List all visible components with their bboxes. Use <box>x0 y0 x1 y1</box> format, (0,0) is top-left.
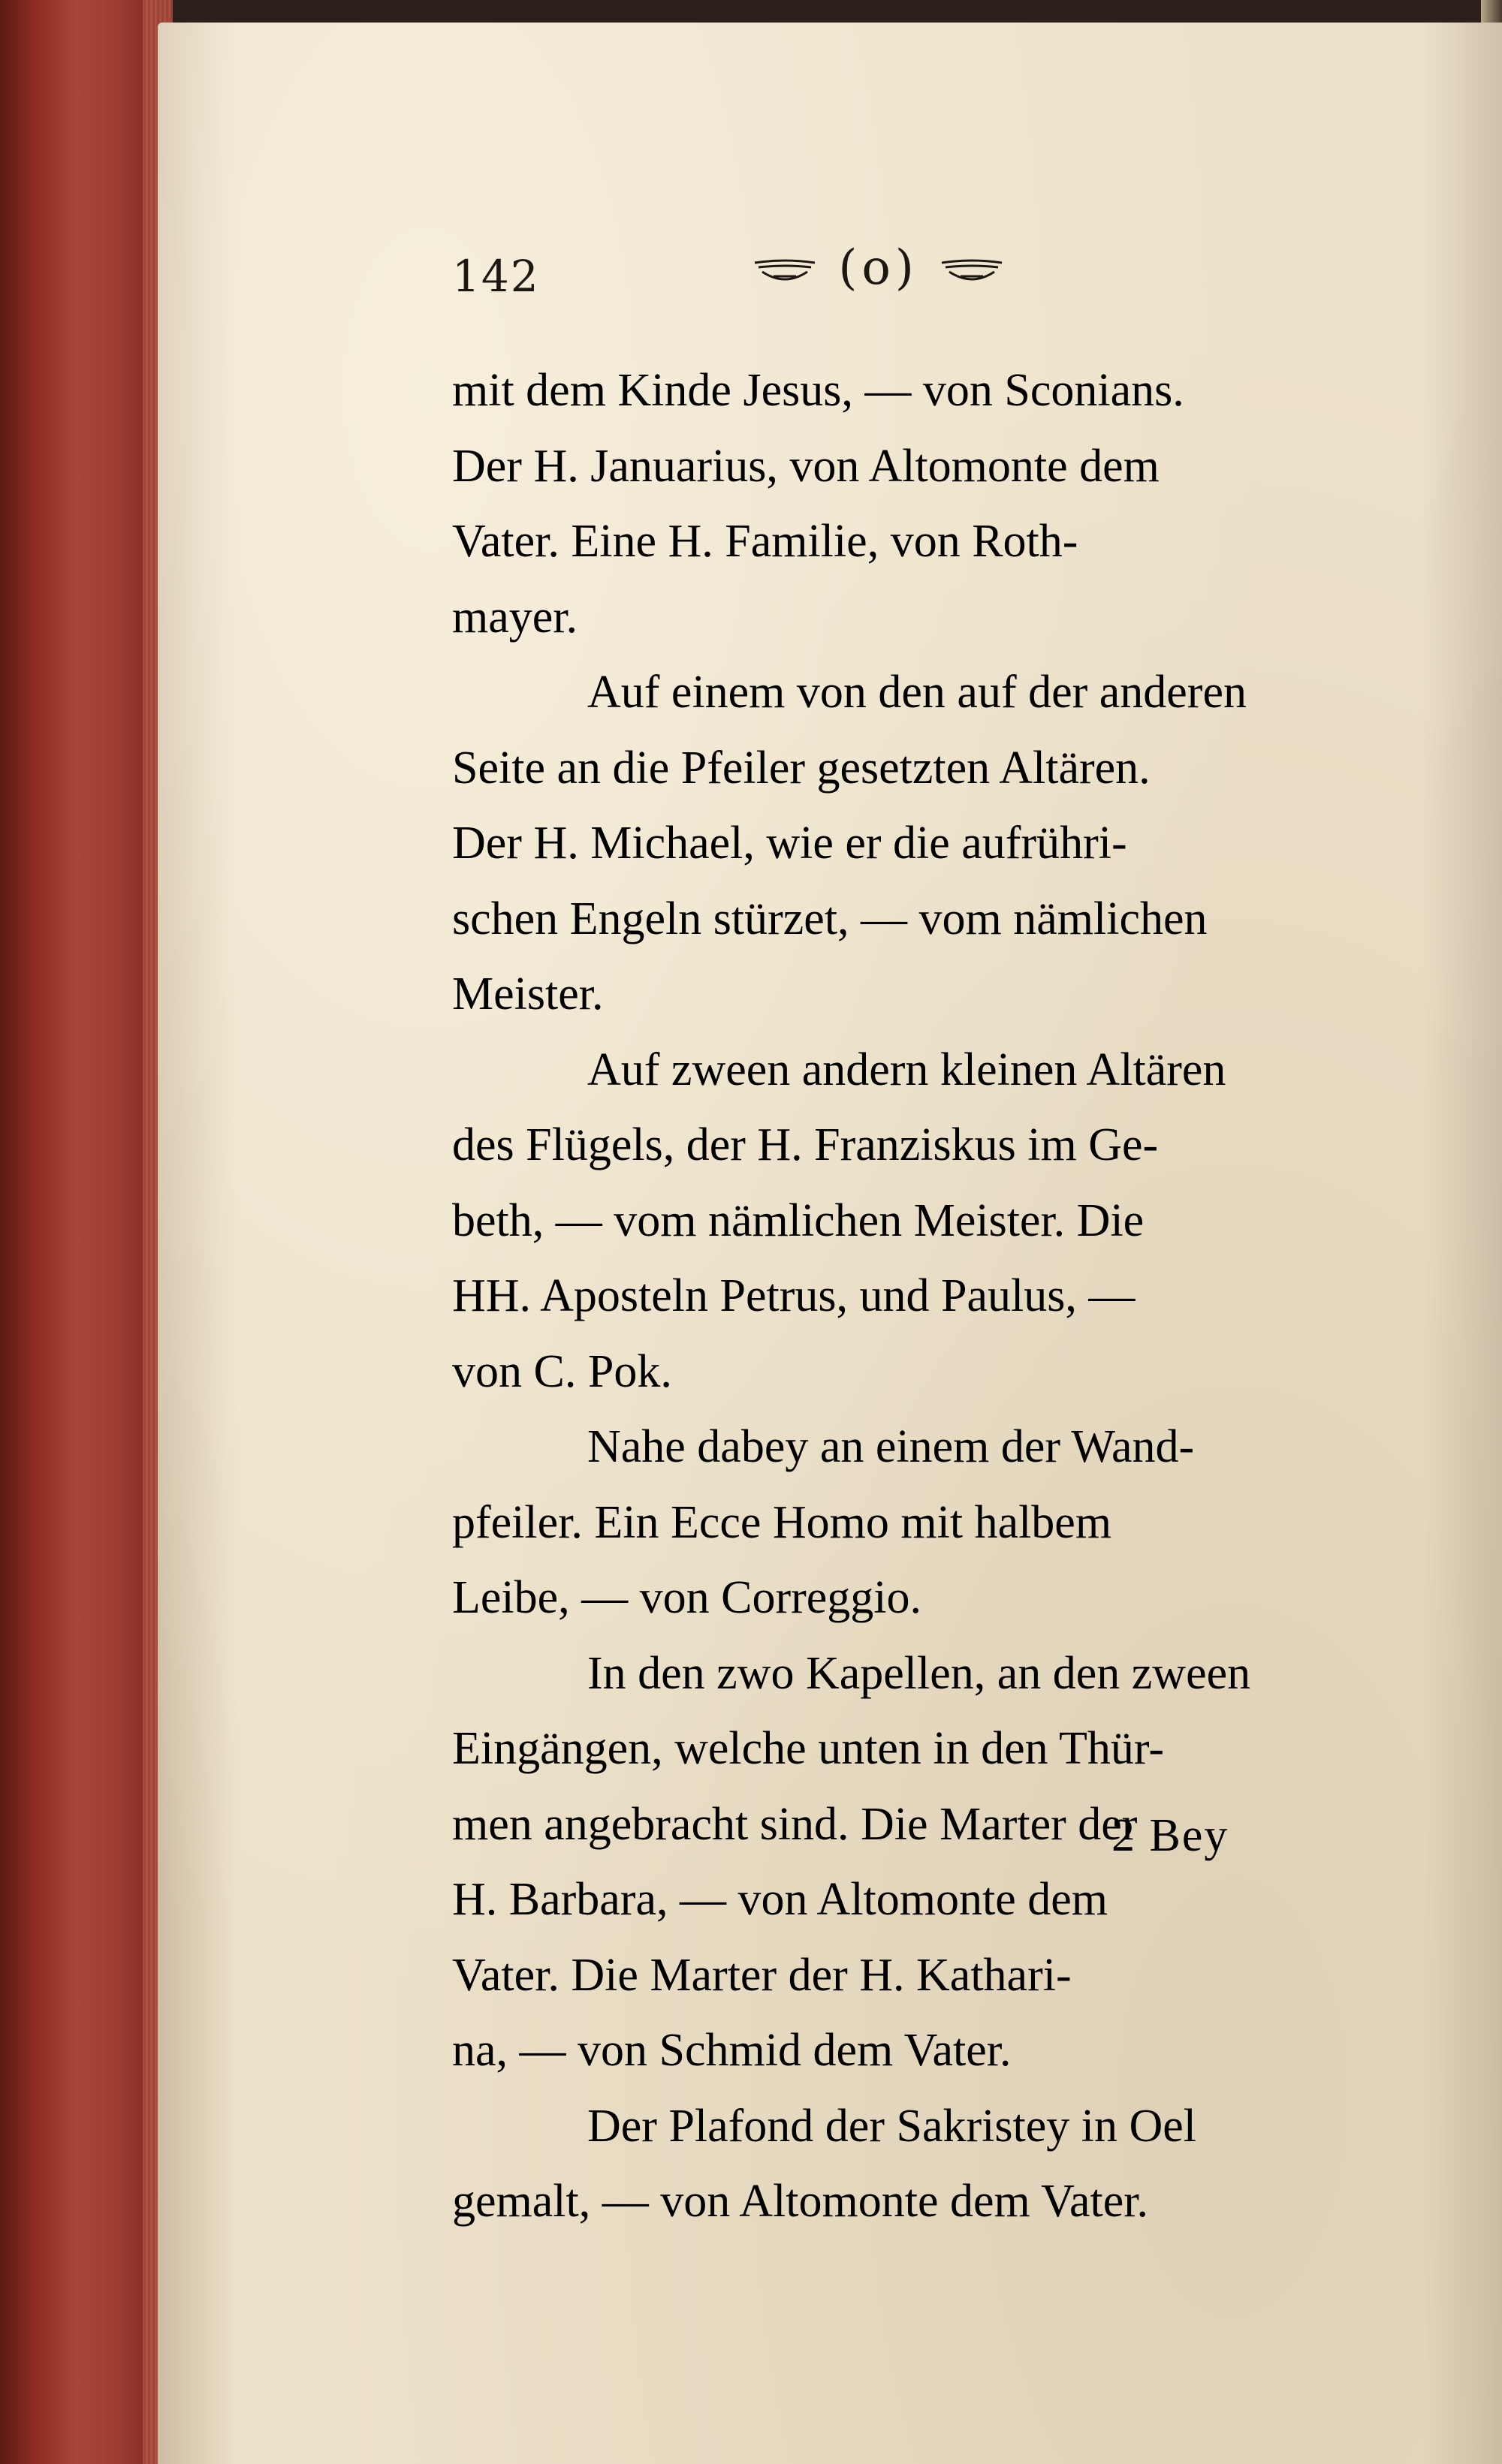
text-line: Meister. <box>452 968 604 1020</box>
book-edge <box>0 0 173 2464</box>
text-line: H. Barbara, — von Altomonte dem <box>452 1874 1108 1925</box>
text-line: Leibe, — von Correggio. <box>452 1572 922 1623</box>
text-line: Auf zween andern kleinen Altären <box>587 1044 1226 1095</box>
ornament-center: (o) <box>838 240 918 296</box>
ornament-left-icon <box>751 257 819 287</box>
text-line: Vater. Eine H. Familie, von Roth- <box>452 516 1078 567</box>
body-text <box>452 353 1502 2240</box>
header-ornament <box>751 240 1006 296</box>
text-line: In den zwo Kapellen, an den zween <box>587 1647 1251 1699</box>
text-line: Eingängen, welche unten in den Thür- <box>452 1723 1164 1774</box>
text-line: beth, — vom nämlichen Meister. Die <box>452 1194 1145 1246</box>
text-line: na, — von Schmid dem Vater. <box>452 2025 1012 2076</box>
text-line: mayer. <box>452 591 578 643</box>
text-line: men angebracht sind. Die Marter der <box>452 1798 1138 1850</box>
text-line: Seite an die Pfeiler gesetzten Altären. <box>452 742 1151 794</box>
text-line: Vater. Die Marter der H. Kathari- <box>452 1949 1072 2001</box>
text-line: schen Engeln stürzet, — vom nämlichen <box>452 893 1208 944</box>
text-line: mit dem Kinde Jesus, — von Sconians. <box>452 365 1184 416</box>
ornament-right-icon <box>938 257 1006 287</box>
text-line: Der H. Januarius, von Altomonte dem <box>452 440 1160 492</box>
text-line: des Flügels, der H. Franziskus im Ge- <box>452 1119 1159 1170</box>
text-line: HH. Aposteln Petrus, und Paulus, — <box>452 1270 1136 1321</box>
text-line: von C. Pok. <box>452 1345 672 1397</box>
catchword: 2 Bey <box>1111 1810 1229 1861</box>
page-number: 142 <box>452 251 540 302</box>
text-block <box>255 225 1389 308</box>
text-line: pfeiler. Ein Ecce Homo mit halbem <box>452 1496 1112 1548</box>
text-line: Der H. Michael, wie er die aufrühri- <box>452 818 1127 869</box>
running-head <box>255 225 1389 308</box>
text-line: Auf einem von den auf der anderen <box>587 667 1247 718</box>
text-line: Der Plafond der Sakristey in Oel <box>587 2100 1196 2152</box>
text-line: Nahe dabey an einem der Wand- <box>587 1421 1195 1472</box>
text-line: gemalt, — von Altomonte dem Vater. <box>452 2176 1149 2227</box>
